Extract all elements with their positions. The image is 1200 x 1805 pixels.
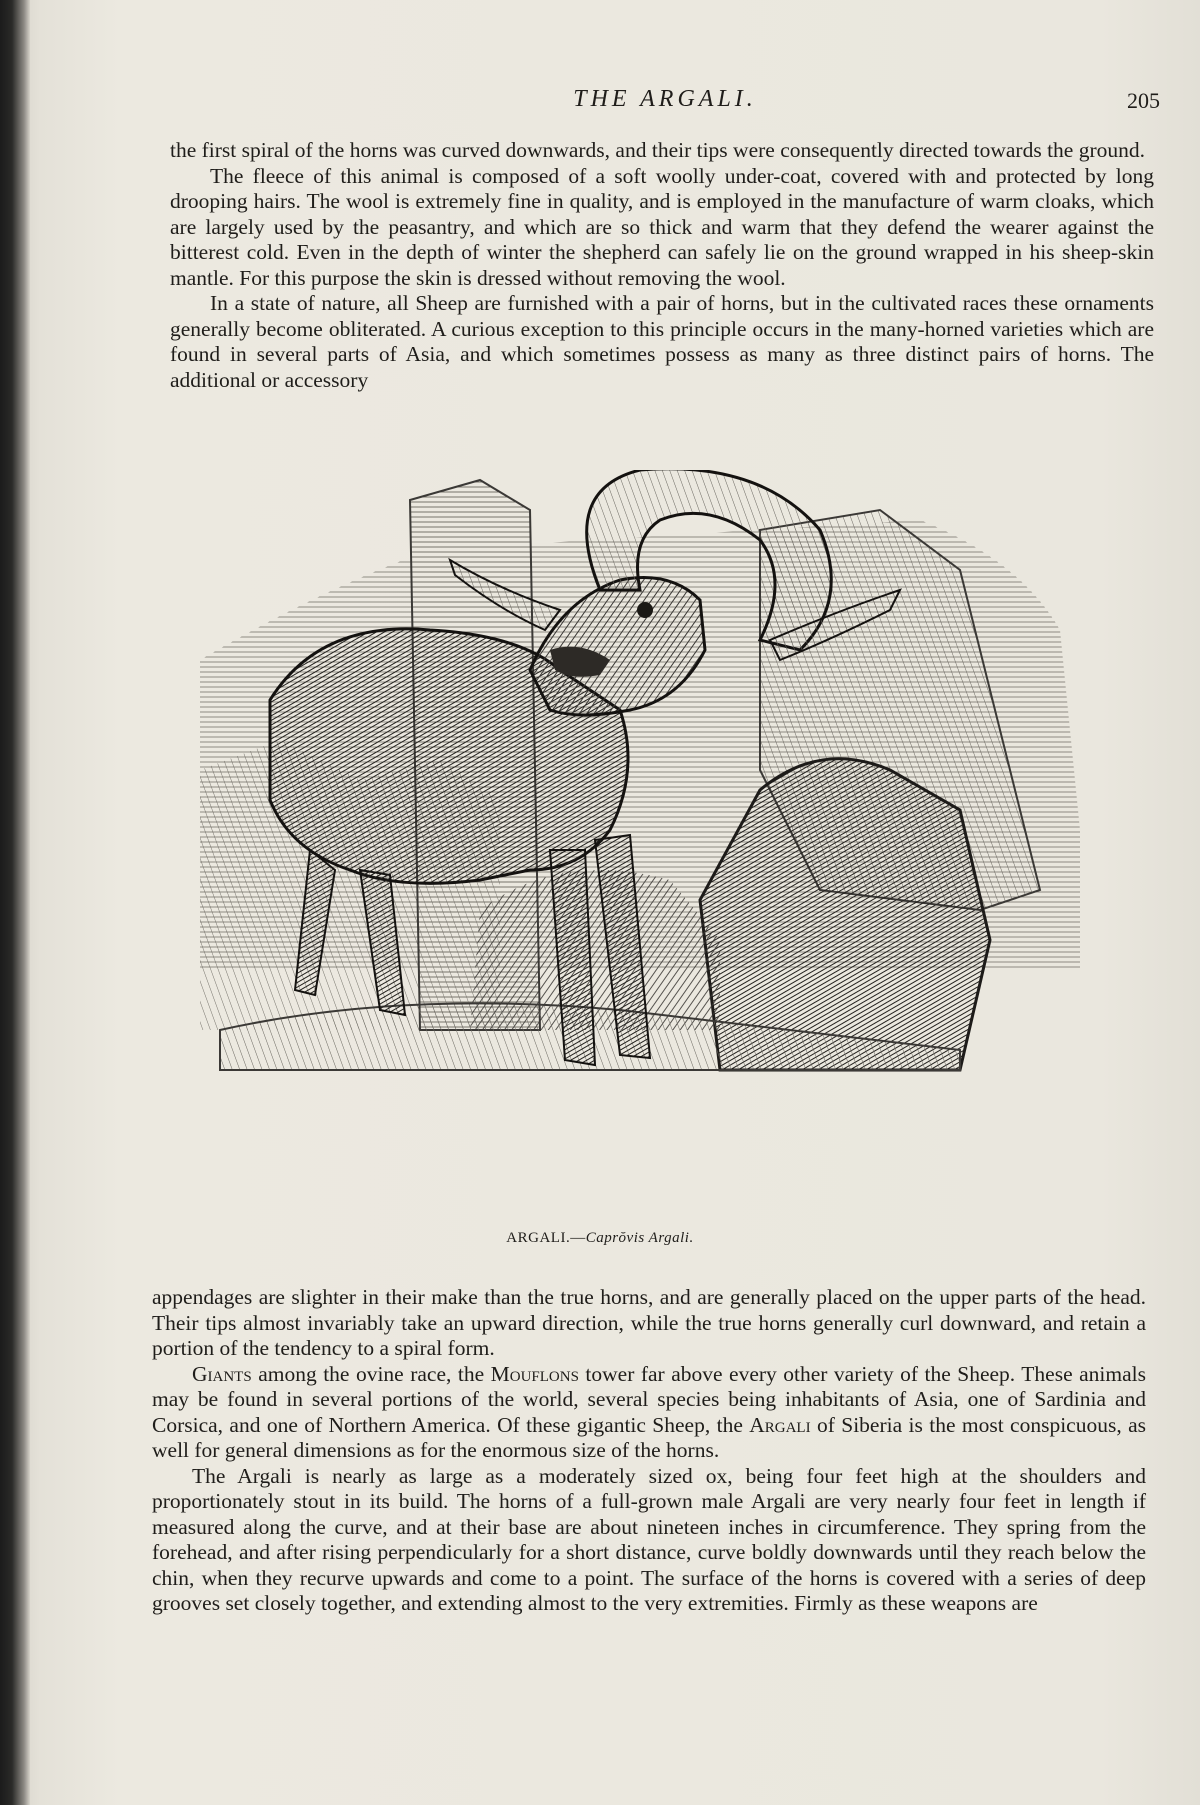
page-number: 205: [1127, 88, 1160, 113]
top-text-block: [170, 138, 1154, 393]
caption-name: ARGALI.—: [506, 1230, 586, 1246]
paragraph-appendages: appendages are slighter in their make than the true horns, and are generally placed on the upper parts of the head. Their tips almost invariably take an upward direction, while the true horns generally curl downward, and retain a portion of the tendency to a spiral form.: [152, 1285, 1146, 1360]
giants-text-2: tower far above every other variety of the Sheep. These animals may be found in several portions of the world, several species being inhabitants of Asia, one of Sardinia and Corsica, and one of Northern America. Of these gigantic Sheep, the: [152, 1361, 1146, 1437]
figure-caption: [0, 1230, 1200, 1247]
paragraph-continued: the first spiral of the horns was curved downwards, and their tips were consequently directed towards the ground.: [170, 138, 1145, 162]
paragraph-fleece: The fleece of this animal is composed of a soft woolly under-coat, covered with and protected by long drooping hairs. The wool is extremely fine in quality, and is employed in the manufacture of warm cloaks, which are largely used by the peasantry, and which are so thick and warm that they defend the wearer against the bitterest cold. Even in the depth of winter the shepherd can safely lie on the ground wrapped in his sheep-skin mantle. For this purpose the skin is dressed without removing the wool.: [170, 163, 1154, 290]
smallcaps-mouflons: Mouflons: [490, 1361, 579, 1386]
paragraph-horns: In a state of nature, all Sheep are furnished with a pair of horns, but in the cultivated races these ornaments generally become obliterated. A curious exception to this principle occurs in the many-horned varieties which are found in several parts of Asia, and which sometimes possess as many as three distinct pairs of horns. The additional or accessory: [170, 291, 1154, 392]
paragraph-argali-size: The Argali is nearly as large as a moderately sized ox, being four feet high at the shoulders and proportionately stout in its build. The horns of a full-grown male Argali are very nearly four feet in length if measured along the curve, and at their base are about nineteen inches in circumference. They spring from the forehead, and after rising perpendicularly for a short distance, curve boldly downwards until they reach below the chin, when they recurve upwards and come to a point. The surface of the horns is covered with a series of deep grooves set closely together, and extending almost to the very extremities. Firmly as these weapons are: [152, 1463, 1146, 1615]
smallcaps-giants: Giants: [192, 1361, 252, 1386]
running-title: THE ARGALI.: [573, 86, 757, 112]
running-head: [170, 86, 1160, 118]
paragraph-giants: [152, 1362, 1146, 1464]
giants-text-1: among the ovine race, the: [251, 1361, 491, 1386]
bottom-text-block: [152, 1285, 1146, 1617]
giants-text-3: of Siberia is the most conspicuous, as well for general dimensions as for the enormous size of the horns.: [152, 1412, 1146, 1462]
book-spine-shadow: [0, 0, 30, 1805]
smallcaps-argali: Argali: [749, 1412, 811, 1437]
argali-engraving: [200, 470, 1100, 1230]
caption-latin: Caprŏvis Argali.: [585, 1230, 694, 1246]
